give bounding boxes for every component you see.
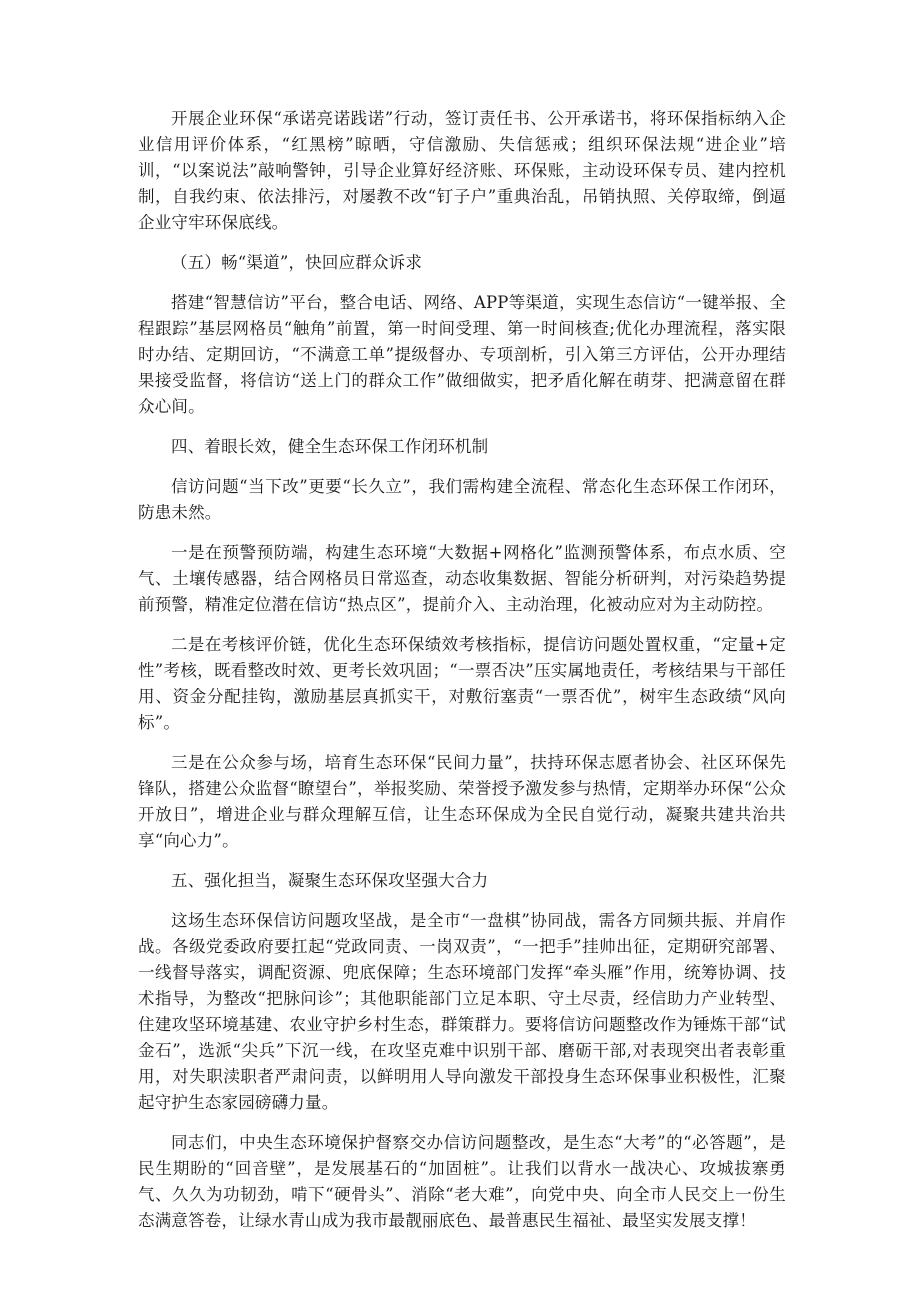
paragraph-joint-effort: 这场生态环保信访问题攻坚战，是全市“一盘棋”协同战，需各方同频共振、并肩作战。各级党委政府要扛起“党政同责、一岗双责”，“一把手”挂帅出征，定期研究部署、一线督导落实，调配资源、兜底保障；生态环境部门发挥“牵头雁”作用，统筹协调、技术指导，为整改“把脉问诊”；其他职能部门立足本职、守土尽责，经信助力产业转型、住建攻坚环境基建、农业守护乡村生态，群策群力。要将信访问题整改作为锤炼干部“试金石”，选派“尖兵”下沉一线，在攻坚克难中识别干部、磨砺干部,对表现突出者表彰重用，对失职渎职者严肃问责，以鲜明用人导向激发干部投身生态环保事业积极性，汇聚起守护生态家园磅礴力量。	[138, 911, 786, 1112]
paragraph-assessment: 二是在考核评价链，优化生态环保绩效考核指标，提信访问题处置权重，“定量+定性”考核，既看整改时效、更考长效巩固；“一票否决”压实属地责任，考核结果与干部任用、资金分配挂钩，激励基层真抓实干，对敷衍塞责“一票否优”，树牢生态政绩“风向标”。	[138, 635, 786, 732]
paragraph-long-term: 信访问题“当下改”更要“长久立”，我们需构建全流程、常态化生态环保工作闭环，防患未然。	[138, 477, 786, 522]
heading-part-four: 四、着眼长效，健全生态环保工作闭环机制	[171, 437, 489, 456]
paragraph-early-warning: 一是在预警预防端，构建生态环境“大数据+网格化”监测预警体系，布点水质、空气、土壤传感器，结合网格员日常巡查，动态收集数据、智能分析研判，对污染趋势提前预警，精准定位潜在信访“热点区”，提前介入、主动治理，化被动应对为主动防控。	[138, 543, 786, 614]
document-body	[138, 106, 786, 1248]
heading-section-five-channels: （五）畅“渠道”，快回应群众诉求	[171, 253, 423, 272]
paragraph-smart-petition: 搭建“智慧信访”平台，整合电话、网络、APP等渠道，实现生态信访“一键举报、全程跟踪”基层网格员“触角”前置，第一时间受理、第一时间核查;优化办理流程，落实限时办结、定期回访，“不满意工单”提级督办、专项剖析，引入第三方评估，公开办理结果接受监督，将信访“送上门的群众工作”做细做实，把矛盾化解在萌芽、把满意留在群众心间。	[138, 293, 786, 416]
paragraph-public-participation: 三是在公众参与场，培育生态环保“民间力量”，扶持环保志愿者协会、社区环保先锋队，搭建公众监督“瞭望台”，举报奖励、荣誉授予激发参与热情，定期举办环保“公众开放日”，增进企业与群众理解互信，让生态环保成为全民自觉行动，凝聚共建共治共享“向心力”。	[138, 753, 786, 850]
paragraph-closing: 同志们，中央生态环境保护督察交办信访问题整改，是生态“大考”的“必答题”，是民生期盼的“回音壁”，是发展基石的“加固桩”。让我们以背水一战决心、攻城拔寨勇气、久久为功韧劲，啃下“硬骨头”、消除“老大难”，向党中央、向全市人民交上一份生态满意答卷，让绿水青山成为我市最靓丽底色、最普惠民生福祉、最坚实发展支撑！	[138, 1133, 786, 1230]
heading-part-five: 五、强化担当，凝聚生态环保攻坚强大合力	[171, 871, 489, 890]
paragraph-enterprise-commitment: 开展企业环保“承诺亮诺践诺”行动，签订责任书、公开承诺书，将环保指标纳入企业信用评价体系，“红黑榜”晾晒，守信激励、失信惩戒；组织环保法规“进企业”培训，“以案说法”敲响警钟，引导企业算好经济账、环保账，主动设环保专员、建内控机制，自我约束、依法排污，对屡教不改“钉子户”重典治乱，吊销执照、关停取缔，倒逼企业守牢环保底线。	[138, 109, 786, 232]
